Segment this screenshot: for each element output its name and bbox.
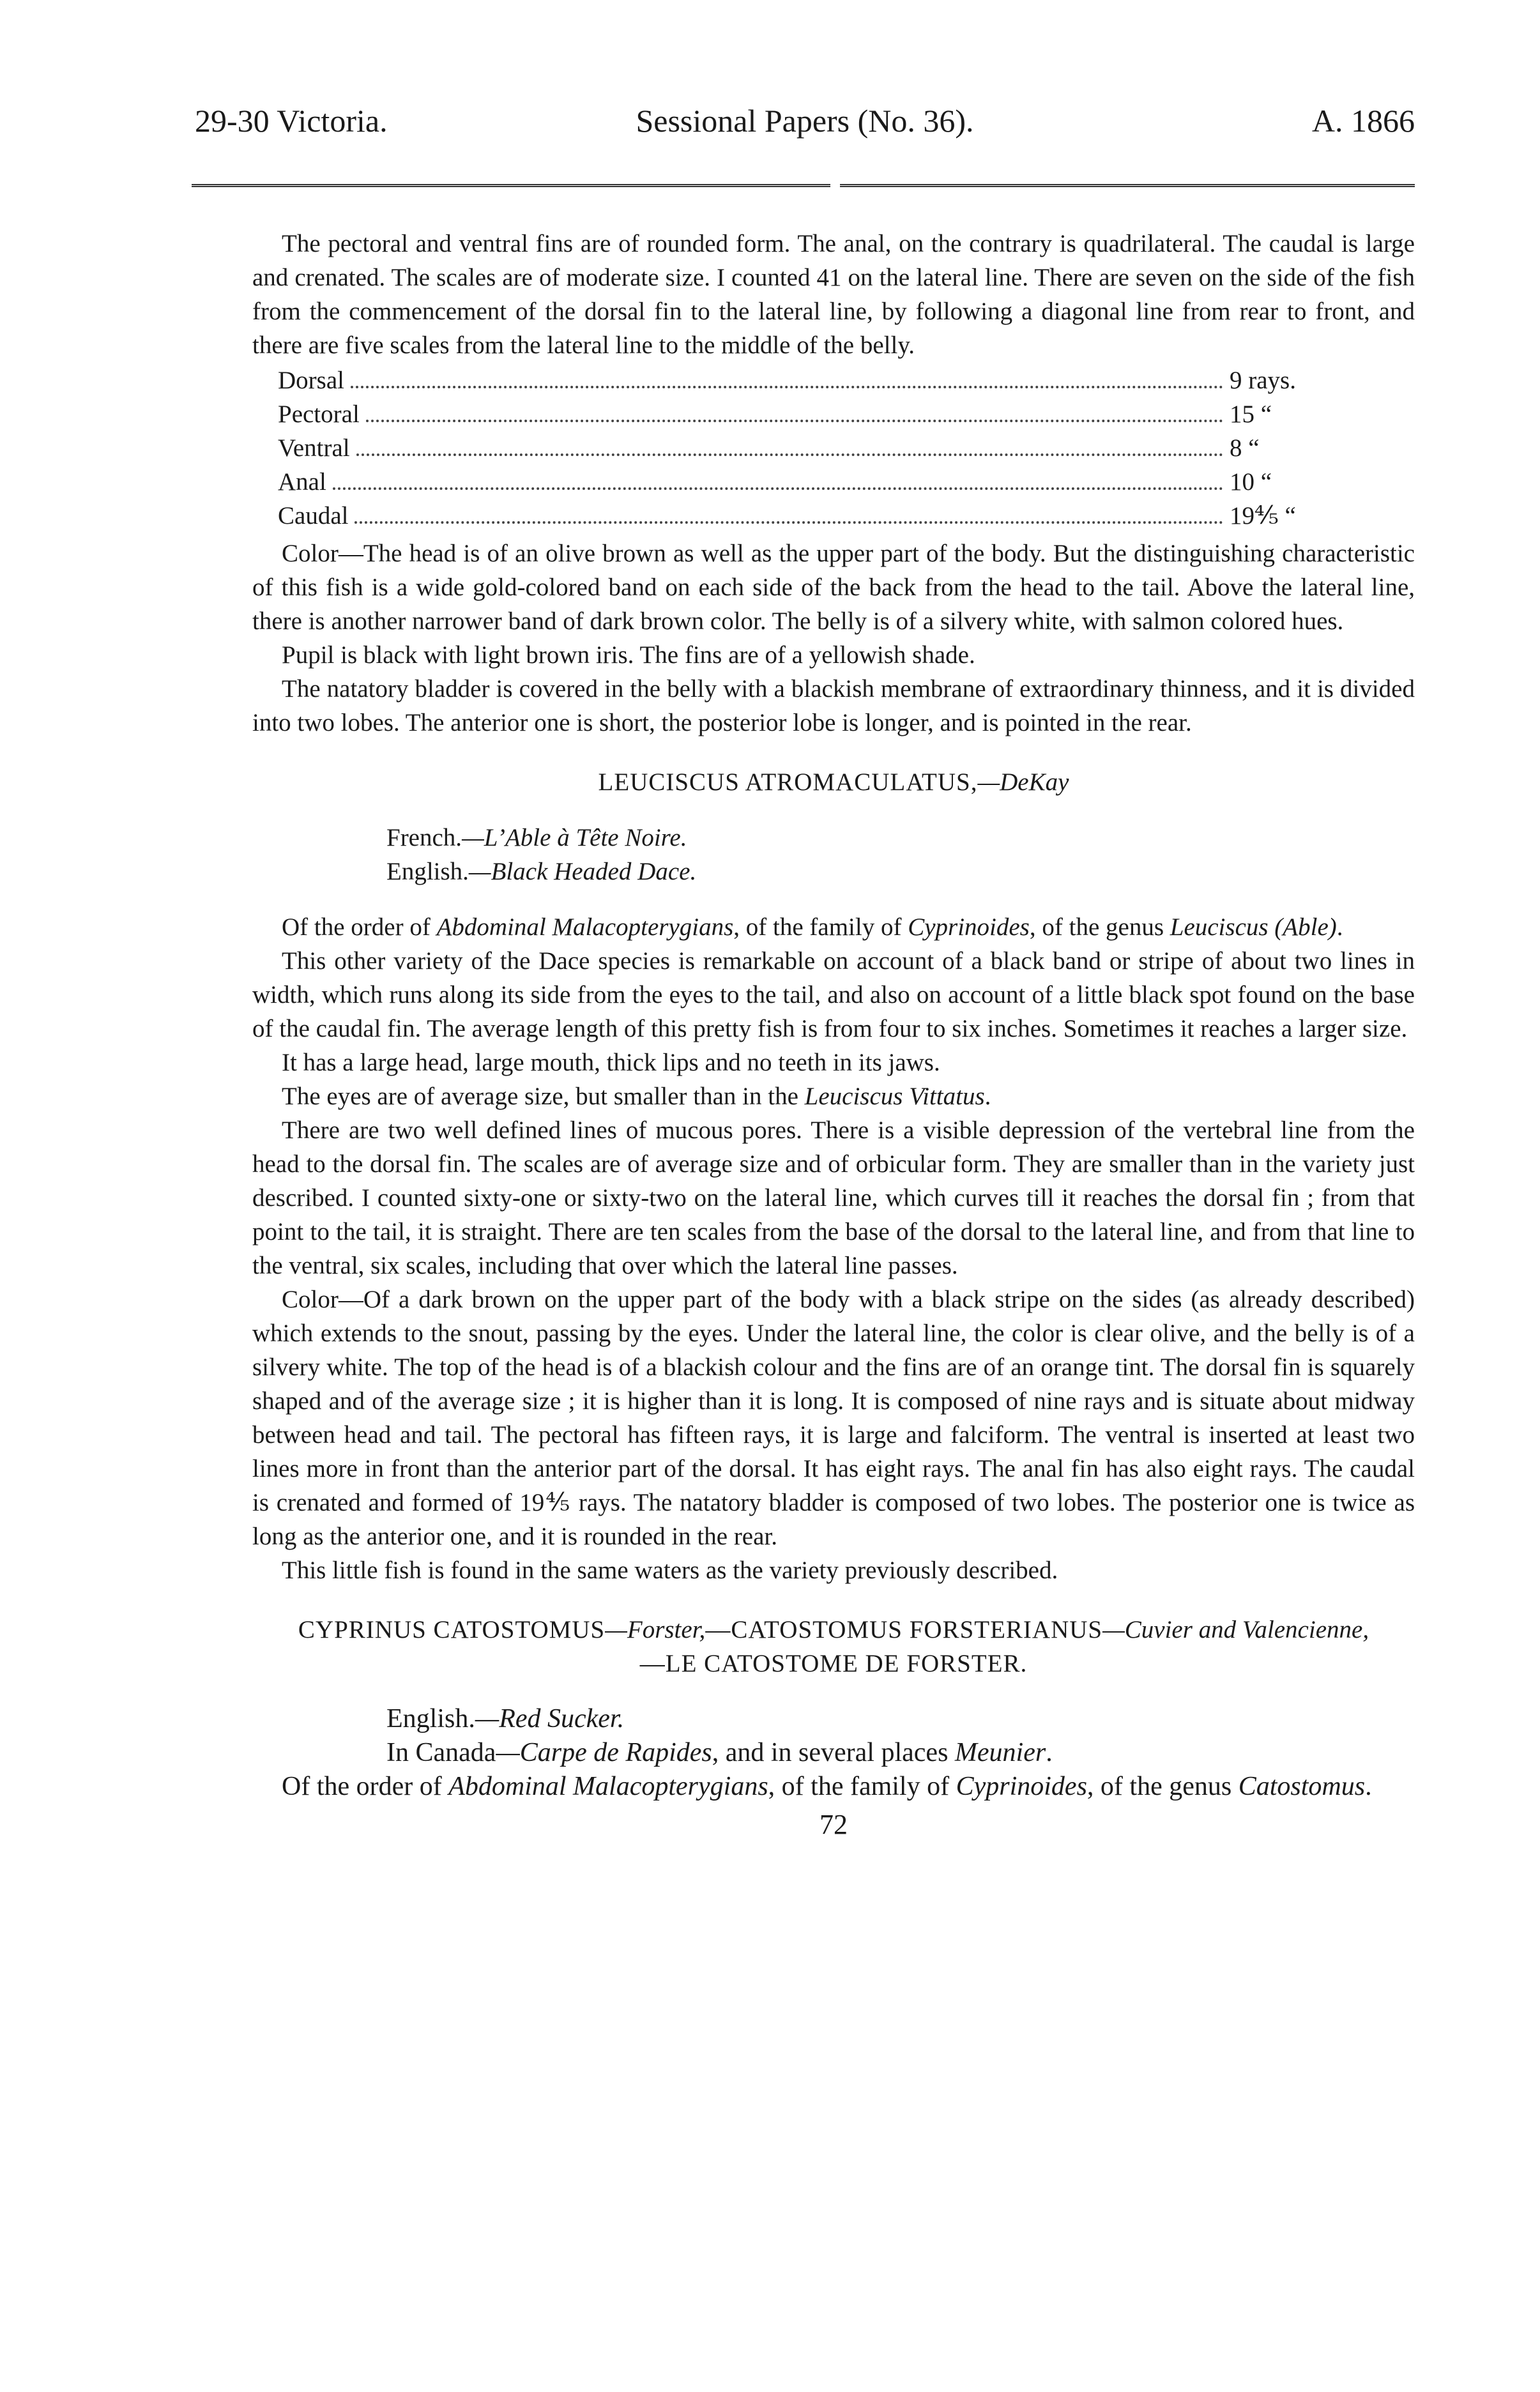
habitat-paragraph: This little fish is found in the same waters as the variety previously described. xyxy=(282,1557,1058,1584)
species-author: —DeKay xyxy=(977,768,1069,796)
french-synonym: —LE CATOSTOME DE FORSTER. xyxy=(639,1650,1028,1677)
genus-name: Catostomus xyxy=(1238,1772,1366,1801)
pores-paragraph: There are two well defined lines of mucous pores. There is a visible depression of the vertebral line from the head to the dorsal fin. The scales are of average size and of orbicular form. They are smaller than in the variety just described. I counted sixty-one or sixty-two on the lateral line, which curves till it reaches the dorsal fin ; from that point to the tail, it is straight. There are ten scales from the base of the dorsal to the lateral line, and from that line to the ventral, six scales, including that over which the lateral line passes. xyxy=(252,1116,1415,1279)
fin-name: Pectoral xyxy=(278,400,360,428)
text-run: Of the order of xyxy=(282,1772,449,1801)
fin-ray-row xyxy=(278,499,1325,533)
species-synonym: —CATOSTOMUS FORSTERIANUS xyxy=(705,1616,1103,1643)
canada-label: In Canada xyxy=(386,1738,496,1767)
species-author: —Forster, xyxy=(605,1616,706,1643)
text-run: , and in several places xyxy=(712,1738,955,1767)
species-name: CYPRINUS CATOSTOMUS xyxy=(298,1616,606,1643)
english-name-line-2 xyxy=(386,1702,1415,1736)
text-run: . xyxy=(984,1083,991,1110)
order-paragraph xyxy=(252,910,1415,944)
order-paragraph-2 xyxy=(252,1770,1415,1804)
text-run: , of the genus xyxy=(1029,913,1170,941)
english-label: English. xyxy=(386,858,469,885)
fin-ray-table xyxy=(278,363,1325,533)
fin-ray-count: 15 “ xyxy=(1230,400,1272,428)
family-name: Cyprinoides xyxy=(956,1772,1087,1801)
text-run: Of the order of xyxy=(282,913,437,941)
text-run: The eyes are of average size, but smaller than in the xyxy=(282,1083,805,1110)
leader-dots xyxy=(351,386,1223,388)
fin-ray-row xyxy=(278,465,1325,499)
canada-name: —Carpe de Rapides xyxy=(496,1738,712,1767)
species-heading xyxy=(252,765,1415,799)
intro-paragraph: The pectoral and ventral fins are of rounded form. The anal, on the contrary is quadrilateral. The caudal is large and crenated. The scales are of moderate size. I counted 41 on the lateral line. There are seven on the side of the fish from the commencement of the dorsal fin to the lateral line, by following a diagonal line from rear to front, and there are five scales from the lateral line to the middle of the belly. xyxy=(252,230,1415,359)
header-year: A. 1866 xyxy=(1311,103,1415,139)
leader-dots xyxy=(356,453,1223,456)
fin-ray-count: 10 “ xyxy=(1230,468,1272,496)
fin-ray-count: 19⅘ “ xyxy=(1230,502,1296,529)
leader-dots xyxy=(355,521,1223,524)
canada-alt-name: Meunier xyxy=(954,1738,1046,1767)
header-rule-right xyxy=(840,184,1415,187)
species-name: LEUCISCUS ATROMACULATUS, xyxy=(598,768,978,796)
header-title: Sessional Papers (No. 36). xyxy=(636,103,974,139)
text-run: . xyxy=(1365,1772,1372,1801)
english-name: —Black Headed Dace. xyxy=(468,858,697,885)
fin-ray-row xyxy=(278,397,1325,431)
variety-paragraph: This other variety of the Dace species is remarkable on account of a black band or stripe of about two lines in width, which runs along its side from the eyes to the tail, and also on account of a little black spot found on the base of the caudal fin. The average length of this pretty fish is from four to six inches. Sometimes it reaches a larger size. xyxy=(252,947,1415,1042)
page-number: 72 xyxy=(820,1809,848,1840)
running-header xyxy=(195,102,1415,141)
species-heading-2 xyxy=(252,1613,1415,1647)
text-run: , of the family of xyxy=(768,1772,956,1801)
fin-name: Ventral xyxy=(278,434,350,462)
fin-ray-count: 9 rays. xyxy=(1230,367,1296,394)
genus-name: Leuciscus (Able) xyxy=(1170,913,1337,941)
head-paragraph: It has a large head, large mouth, thick lips and no teeth in its jaws. xyxy=(282,1049,940,1076)
species-reference: Leuciscus Vittatus xyxy=(804,1083,985,1110)
english-name: —Red Sucker. xyxy=(475,1704,625,1733)
header-session: 29-30 Victoria. xyxy=(195,103,388,139)
family-name: Cyprinoides xyxy=(908,913,1030,941)
fin-ray-row xyxy=(278,431,1325,465)
fin-name: Dorsal xyxy=(278,367,344,394)
eyes-paragraph xyxy=(252,1079,1415,1113)
fin-name: Caudal xyxy=(278,502,349,529)
text-run: . xyxy=(1336,913,1343,941)
leader-dots xyxy=(333,487,1223,490)
text-run: . xyxy=(1046,1738,1053,1767)
synonym-authors: —Cuvier and Valencienne, xyxy=(1102,1616,1369,1643)
french-label: French. xyxy=(386,824,462,851)
leader-dots xyxy=(366,420,1223,422)
fin-ray-row xyxy=(278,363,1325,397)
pupil-paragraph: Pupil is black with light brown iris. The fins are of a yellowish shade. xyxy=(282,641,975,669)
fin-name: Anal xyxy=(278,468,326,496)
header-rule-left xyxy=(192,184,830,187)
canada-name-line xyxy=(386,1736,1415,1770)
english-name-line xyxy=(386,855,1415,888)
bladder-paragraph: The natatory bladder is covered in the belly with a blackish membrane of extraordinary thinness, and it is divided into two lobes. The anterior one is short, the posterior lobe is longer, and is pointed in the rear. xyxy=(252,675,1415,736)
color-paragraph: Color—The head is of an olive brown as well as the upper part of the body. But the distinguishing characteristic of this fish is a wide gold-colored band on each side of the back from the head to the tail. Above the lateral line, there is another narrower band of dark brown color. The belly is of a silvery white, with salmon colored hues. xyxy=(252,540,1415,635)
document-body xyxy=(252,227,1415,1841)
fin-ray-count: 8 “ xyxy=(1230,434,1260,462)
english-label: English. xyxy=(386,1704,475,1733)
order-name: Abdominal Malacopterygians xyxy=(448,1772,768,1801)
color-description-paragraph: Color—Of a dark brown on the upper part of the body with a black stripe on the sides (as already described) which extends to the snout, passing by the eyes. Under the lateral line, the color is clear olive, and the belly is of a silvery white. The top of the head is of a blackish colour and the fins are of an orange tint. The dorsal fin is squarely shaped and of the average size ; it is higher than it is long. It is composed of nine rays and is situate about midway between head and tail. The pectoral has fifteen rays, it is large and falciform. The ventral is inserted at least two lines more in front than the anterior part of the dorsal. It has eight rays. The anal fin has also eight rays. The caudal is crenated and formed of 19⅘ rays. The natatory bladder is composed of two lobes. The posterior one is twice as long as the anterior one, and it is rounded in the rear. xyxy=(252,1286,1415,1550)
text-run: , of the genus xyxy=(1086,1772,1239,1801)
order-name: Abdominal Malacopterygians xyxy=(436,913,734,941)
french-name: —L’Able à Tête Noire. xyxy=(462,824,687,851)
text-run: , of the family of xyxy=(733,913,908,941)
french-name-line xyxy=(386,821,1415,855)
species-heading-2-line-2 xyxy=(252,1647,1415,1680)
